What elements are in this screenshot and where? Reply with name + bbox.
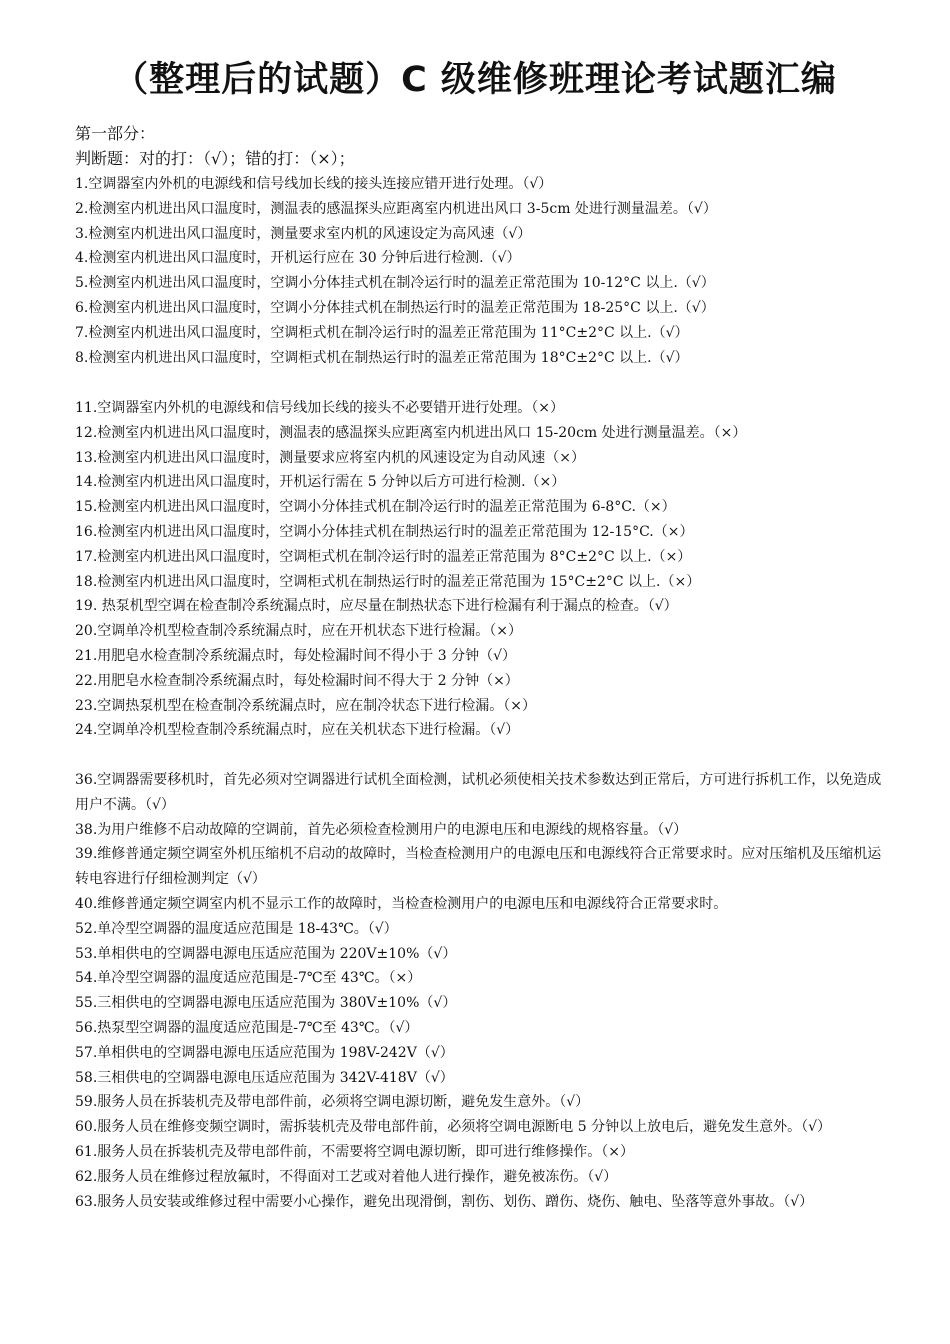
part-heading: 第一部分： xyxy=(75,124,156,143)
question-item: 4.检测室内机进出风口温度时，开机运行应在 30 分钟后进行检测.（√） xyxy=(75,250,521,267)
question-item: 54.单冷型空调器的温度适应范围是-7℃至 43℃。（×） xyxy=(75,970,422,987)
question-item: 58.三相供电的空调器电源电压适应范围为 342V-418V（√） xyxy=(75,1069,454,1086)
question-item: 3.检测室内机进出风口温度时，测量要求室内机的风速设定为高风速（√） xyxy=(75,225,532,242)
question-item: 12.检测室内机进出风口温度时，测温表的感温探头应距离室内机进出风口 15-20cm 处进行测量温差。（×） xyxy=(75,424,747,441)
question-item: 56.热泵型空调器的温度适应范围是-7℃至 43℃。（√） xyxy=(75,1019,419,1036)
question-item: 19. 热泵机型空调在检查制冷系统漏点时，应尽量在制热状态下进行检漏有利于漏点的检查。（√） xyxy=(75,598,678,615)
question-item: 15.检测室内机进出风口温度时，空调小分体挂式机在制冷运行时的温差正常范围为 6-8°C.（×） xyxy=(75,499,676,516)
question-item: 20.空调单冷机型检查制冷系统漏点时，应在开机状态下进行检漏。（×） xyxy=(75,623,522,640)
intro-block xyxy=(75,121,885,171)
question-item: 24.空调单冷机型检查制冷系统漏点时，应在关机状态下进行检漏。（√） xyxy=(75,722,520,739)
question-group-3 xyxy=(75,768,885,1214)
question-item: 11.空调器室内外机的电源线和信号线加长线的接头不必要错开进行处理。（×） xyxy=(75,400,564,416)
question-item: 55.三相供电的空调器电源电压适应范围为 380V±10%（√） xyxy=(75,995,457,1012)
question-item: 53.单相供电的空调器电源电压适应范围为 220V±10%（√） xyxy=(75,945,457,962)
question-item: 14.检测室内机进出风口温度时，开机运行需在 5 分钟以后方可进行检测.（×） xyxy=(75,474,566,491)
question-item: 38.为用户维修不启动故障的空调前，首先必须检查检测用户的电源电压和电源线的规格容量。（√） xyxy=(75,821,688,838)
question-item: 13.检测室内机进出风口温度时，测量要求应将室内机的风速设定为自动风速（×） xyxy=(75,449,585,466)
question-item: 52.单冷型空调器的温度适应范围是 18-43℃。（√） xyxy=(75,920,398,937)
question-item: 57.单相供电的空调器电源电压适应范围为 198V-242V（√） xyxy=(75,1044,454,1061)
question-item: 36.空调器需要移机时，首先必须对空调器进行试机全面检测，试机必须使相关技术参数达到正常后，方可进行拆机工作，以免造成用户不满。（√） xyxy=(75,772,882,813)
question-item: 17.检测室内机进出风口温度时，空调柜式机在制冷运行时的温差正常范围为 8°C±2°C 以上.（×） xyxy=(75,548,692,565)
question-item: 5.检测室内机进出风口温度时，空调小分体挂式机在制冷运行时的温差正常范围为 10-12°C 以上.（√） xyxy=(75,275,715,292)
question-item: 59.服务人员在拆装机壳及带电部件前，必须将空调电源切断，避免发生意外。（√） xyxy=(75,1094,590,1111)
question-item: 40.维修普通定频空调室内机不显示工作的故障时，当检查检测用户的电源电压和电源线符合正常要求时。 xyxy=(75,895,728,912)
question-item: 22.用肥皂水检查制冷系统漏点时，每处检漏时间不得大于 2 分钟（×） xyxy=(75,672,519,689)
question-item: 18.检测室内机进出风口温度时，空调柜式机在制热运行时的温差正常范围为 15°C±2°C 以上.（×） xyxy=(75,573,701,590)
question-item: 39.维修普通定频空调室外机压缩机不启动的故障时，当检查检测用户的电源电压和电源线符合正常要求时。应对压缩机及压缩机运转电容进行仔细检测判定（√） xyxy=(75,846,882,888)
question-item: 2.检测室内机进出风口温度时，测温表的感温探头应距离室内机进出风口 3-5cm 处进行测量温差。（√） xyxy=(75,200,717,217)
question-item: 63.服务人员安装或维修过程中需要小心操作，避免出现滑倒，割伤、划伤、蹭伤、烧伤、触电、坠落等意外事故。（√） xyxy=(75,1193,814,1210)
question-item: 60.服务人员在维修变频空调时，需拆装机壳及带电部件前，必须将空调电源断电 5 分钟以上放电后，避免发生意外。（√） xyxy=(75,1119,831,1136)
instruction-line: 判断题：对的打：（√）；错的打：（×）； xyxy=(75,149,355,168)
question-item: 16.检测室内机进出风口温度时，空调小分体挂式机在制热运行时的温差正常范围为 12-15°C.（×） xyxy=(75,523,694,540)
question-item: 7.检测室内机进出风口温度时，空调柜式机在制冷运行时的温差正常范围为 11°C±2°C 以上.（√） xyxy=(75,324,689,341)
document-title: （整理后的试题）C 级维修班理论考试题汇编 xyxy=(113,60,837,100)
question-group-2 xyxy=(75,396,885,743)
question-item: 8.检测室内机进出风口温度时，空调柜式机在制热运行时的温差正常范围为 18°C±2°C 以上.（√） xyxy=(75,349,689,366)
question-item: 62.服务人员在维修过程放氟时，不得面对工艺或对着他人进行操作，避免被冻伤。（√） xyxy=(75,1168,618,1185)
question-item: 1.空调器室内外机的电源线和信号线加长线的接头连接应错开进行处理。（√） xyxy=(75,176,553,192)
question-item: 23.空调热泵机型在检查制冷系统漏点时，应在制冷状态下进行检漏。（×） xyxy=(75,697,536,714)
question-item: 6.检测室内机进出风口温度时，空调小分体挂式机在制热运行时的温差正常范围为 18-25°C 以上.（√） xyxy=(75,299,715,316)
question-item: 61.服务人员在拆装机壳及带电部件前，不需要将空调电源切断，即可进行维修操作。（×） xyxy=(75,1143,634,1160)
question-group-1 xyxy=(75,172,885,370)
question-item: 21.用肥皂水检查制冷系统漏点时，每处检漏时间不得小于 3 分钟（√） xyxy=(75,647,516,664)
